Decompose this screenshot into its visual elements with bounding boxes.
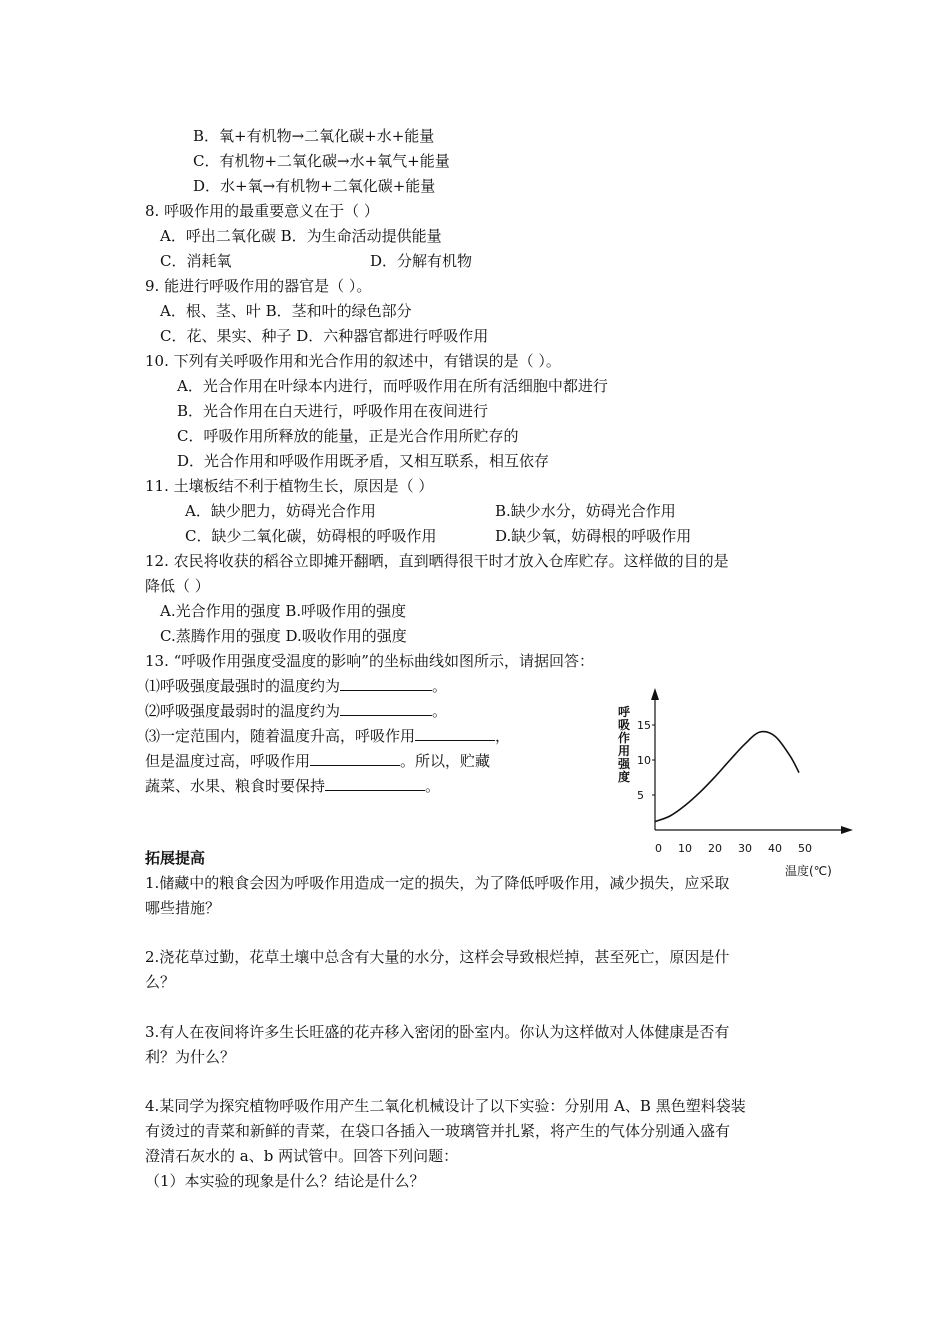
q12-stem-line1: 12. 农民将收获的稻谷立即摊开翻晒，直到晒得很干时才放入仓库贮存。这样做的目的是 <box>145 552 729 570</box>
q9-options-cd: C．花、果实、种子 D．六种器官都进行呼吸作用 <box>160 327 489 345</box>
respiration-temperature-chart <box>615 680 875 885</box>
x-axis-arrow <box>841 826 853 834</box>
q13-sub3-b <box>145 751 490 771</box>
y-label-char: 呼 <box>618 705 631 719</box>
y-label-char: 强 <box>618 757 631 771</box>
extension-q4-line2: 有烫过的青菜和新鲜的青菜，在袋口各插入一玻璃管并扎紧，将产生的气体分别通入盛有 <box>145 1122 731 1140</box>
q11-option-a: A．缺少肥力，妨碍光合作用 <box>185 502 376 520</box>
q10-option-c: C．呼吸作用所释放的能量，正是光合作用所贮存的 <box>177 427 519 445</box>
x-tick-label: 10 <box>678 842 692 855</box>
y-label-char: 用 <box>618 744 631 758</box>
q13-sub3-a-end: ， <box>495 727 511 745</box>
option-b: B．氧+有机物→二氧化碳+水+能量 <box>193 127 435 145</box>
chart-axes <box>651 688 853 834</box>
extension-q2-line2: 么？ <box>145 973 176 991</box>
q13-sub3-c-end: 。 <box>425 777 441 795</box>
chart-series-line <box>655 732 799 822</box>
extension-q2-line1: 2.浇花草过勤，花草土壤中总含有大量的水分，这样会导致根烂掉，甚至死亡，原因是什 <box>145 948 730 966</box>
q10-option-b: B．光合作用在白天进行，呼吸作用在夜间进行 <box>177 402 489 420</box>
q9-options-ab: A．根、茎、叶 B．茎和叶的绿色部分 <box>160 302 412 320</box>
q10-stem: 10. 下列有关呼吸作用和光合作用的叙述中，有错误的是（ ）。 <box>145 352 561 370</box>
y-label-char: 度 <box>618 770 631 784</box>
q13-sub1-text: ⑴呼吸强度最强时的温度约为 <box>145 677 341 695</box>
q11-option-b: B.缺少水分，妨碍光合作用 <box>495 502 676 520</box>
q9-stem: 9. 能进行呼吸作用的器官是（ ）。 <box>145 277 372 295</box>
q13-sub3-a-blank[interactable] <box>415 726 495 741</box>
q13-sub1-end: 。 <box>432 677 448 695</box>
q13-sub3-a <box>145 726 510 746</box>
q13-sub2-end: 。 <box>432 702 448 720</box>
q10-option-a: A．光合作用在叶绿本内进行，而呼吸作用在所有活细胞中都进行 <box>177 377 608 395</box>
extension-q3-line1: 3.有人在夜间将许多生长旺盛的花卉移入密闭的卧室内。你认为这样做对人体健康是否有 <box>145 1023 730 1041</box>
q13-sub1 <box>145 676 447 696</box>
option-c: C．有机物+二氧化碳→水+氧气+能量 <box>193 152 450 170</box>
q13-sub1-blank[interactable] <box>340 676 432 691</box>
chart-ylabel <box>617 704 631 784</box>
q13-sub3-b-text: 但是温度过高，呼吸作用 <box>145 752 311 770</box>
y-label-char: 作 <box>618 731 631 745</box>
q11-option-c: C．缺少二氧化碳，妨碍根的呼吸作用 <box>185 527 437 545</box>
q12-options-ab: A.光合作用的强度 B.呼吸作用的强度 <box>160 602 407 620</box>
q11-option-d: D.缺少氧，妨碍根的呼吸作用 <box>495 527 692 545</box>
x-tick-label: 20 <box>708 842 722 855</box>
y-tick-label: 5 <box>637 789 644 802</box>
q8-option-c: C．消耗氧 <box>160 252 232 270</box>
extension-heading: 拓展提高 <box>145 849 206 867</box>
q13-sub3-b-blank[interactable] <box>310 751 400 766</box>
x-tick-label: 0 <box>655 842 662 855</box>
extension-q3-line2: 利？为什么？ <box>145 1048 236 1066</box>
q8-options-ab: A．呼出二氧化碳 B．为生命活动提供能量 <box>160 227 442 245</box>
y-axis-arrow <box>651 688 659 700</box>
extension-q4-sub1: （1）本实验的现象是什么？结论是什么？ <box>145 1172 425 1190</box>
y-tick-label: 10 <box>637 754 651 767</box>
y-label-char: 吸 <box>618 718 631 732</box>
x-tick-label: 40 <box>768 842 782 855</box>
x-tick-label: 50 <box>798 842 812 855</box>
q13-stem: 13. “呼吸作用强度受温度的影响”的坐标曲线如图所示，请据回答： <box>145 652 594 670</box>
extension-q1-line1: 1.储藏中的粮食会因为呼吸作用造成一定的损失，为了降低呼吸作用，减少损失，应采取 <box>145 874 730 892</box>
extension-q4-line3: 澄清石灰水的 a、b 两试管中。回答下列问题： <box>145 1147 459 1165</box>
q13-sub3-c <box>145 776 440 796</box>
q13-sub2 <box>145 701 447 721</box>
q12-options-cd: C.蒸腾作用的强度 D.吸收作用的强度 <box>160 627 407 645</box>
q12-stem-line2: 降低（ ） <box>145 577 210 595</box>
x-tick-label: 30 <box>738 842 752 855</box>
q13-sub3-a-text: ⑶一定范围内，随着温度升高，呼吸作用 <box>145 727 416 745</box>
chart-ticks <box>637 719 812 855</box>
q11-stem: 11. 土壤板结不利于植物生长，原因是（ ） <box>145 477 434 495</box>
q13-sub2-blank[interactable] <box>340 701 432 716</box>
q13-sub3-c-blank[interactable] <box>325 776 425 791</box>
q13-sub2-text: ⑵呼吸强度最弱时的温度约为 <box>145 702 341 720</box>
q8-option-d: D．分解有机物 <box>370 252 473 270</box>
extension-q4-line1: 4.某同学为探究植物呼吸作用产生二氧化机械设计了以下实验：分别用 A、B 黑色塑料袋装 <box>145 1097 746 1115</box>
option-d: D．水+氧→有机物+二氧化碳+能量 <box>193 177 436 195</box>
q8-stem: 8. 呼吸作用的最重要意义在于（ ） <box>145 202 379 220</box>
chart-xlabel: 温度(℃) <box>785 864 832 878</box>
y-tick-label: 15 <box>637 719 651 732</box>
q13-sub3-c-text: 蔬菜、水果、粮食时要保持 <box>145 777 326 795</box>
q10-option-d: D．光合作用和呼吸作用既矛盾，又相互联系，相互依存 <box>177 452 550 470</box>
q13-sub3-b-end: 。所以，贮藏 <box>400 752 491 770</box>
extension-q1-line2: 哪些措施？ <box>145 899 221 917</box>
